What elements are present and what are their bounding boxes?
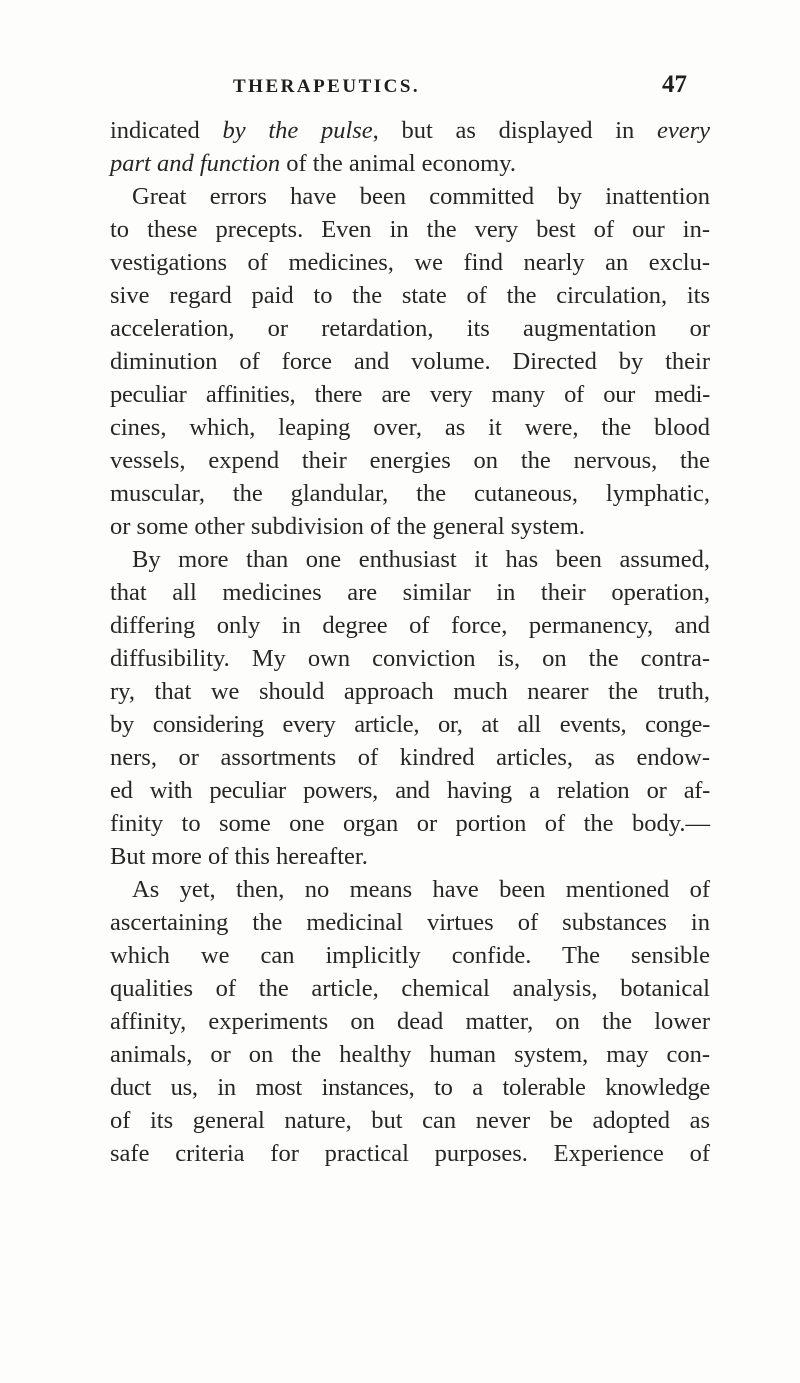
text-line: By more than one enthusiast it has been assumed,: [132, 546, 710, 573]
italic-phrase: by the pulse: [222, 117, 373, 144]
text-line: acceleration, or retardation, its augmentation or: [110, 315, 710, 342]
text-line: animals, or on the healthy human system, may con-: [110, 1041, 710, 1068]
text-line: safe criteria for practical purposes. Experience of: [110, 1140, 710, 1167]
text-line: peculiar affinities, there are very many of our medi-: [110, 381, 710, 408]
text-line: or some other subdivision of the general system.: [110, 513, 585, 540]
text-line: vestigations of medicines, we find nearly an exclu-: [110, 249, 710, 276]
body-text: [110, 114, 710, 1170]
text-line: muscular, the glandular, the cutaneous, lymphatic,: [110, 480, 710, 507]
italic-phrase: part and function: [110, 150, 281, 177]
text-line: diminution of force and volume. Directed by their: [110, 348, 710, 375]
text-line: duct us, in most instances, to a tolerable knowledge: [110, 1074, 710, 1101]
text-line: [110, 114, 710, 147]
text-line: ry, that we should approach much nearer the truth,: [110, 678, 710, 705]
text-line: that all medicines are similar in their operation,: [110, 579, 710, 606]
text-line: As yet, then, no means have been mentioned of: [132, 876, 710, 903]
italic-phrase: every: [656, 117, 710, 144]
text-line: affinity, experiments on dead matter, on the lower: [110, 1008, 710, 1035]
text-line: [110, 147, 710, 180]
text-line: qualities of the article, chemical analysis, botanical: [110, 975, 710, 1002]
text-line: ners, or assortments of kindred articles, as endow-: [110, 744, 710, 771]
text-line: ascertaining the medicinal virtues of substances in: [110, 909, 710, 936]
page-number: 47: [662, 71, 687, 98]
text-line: differing only in degree of force, permanency, and: [110, 612, 710, 639]
running-head: THERAPEUTICS.: [233, 76, 421, 97]
text-line: finity to some one organ or portion of the body.—: [110, 810, 710, 837]
text-line: which we can implicitly confide. The sensible: [110, 942, 710, 969]
text-line: diffusibility. My own conviction is, on the contra-: [110, 645, 710, 672]
text-line: ed with peculiar powers, and having a relation or af-: [110, 777, 710, 804]
text-line: of its general nature, but can never be adopted as: [110, 1107, 710, 1134]
text-line: sive regard paid to the state of the circulation, its: [110, 282, 710, 309]
text-line: to these precepts. Even in the very best of our in-: [110, 216, 710, 243]
text-line: Great errors have been committed by inattention: [132, 183, 710, 210]
text-line: cines, which, leaping over, as it were, the blood: [110, 414, 710, 441]
text-line: But more of this hereafter.: [110, 843, 368, 870]
text-line: vessels, expend their energies on the nervous, the: [110, 447, 710, 474]
text-run: , but as displayed in: [372, 117, 657, 144]
text-run: indicated: [110, 117, 223, 144]
text-line: by considering every article, or, at all events, conge-: [110, 711, 710, 738]
page-header: [0, 71, 800, 106]
text-run: of the animal economy.: [280, 150, 516, 177]
